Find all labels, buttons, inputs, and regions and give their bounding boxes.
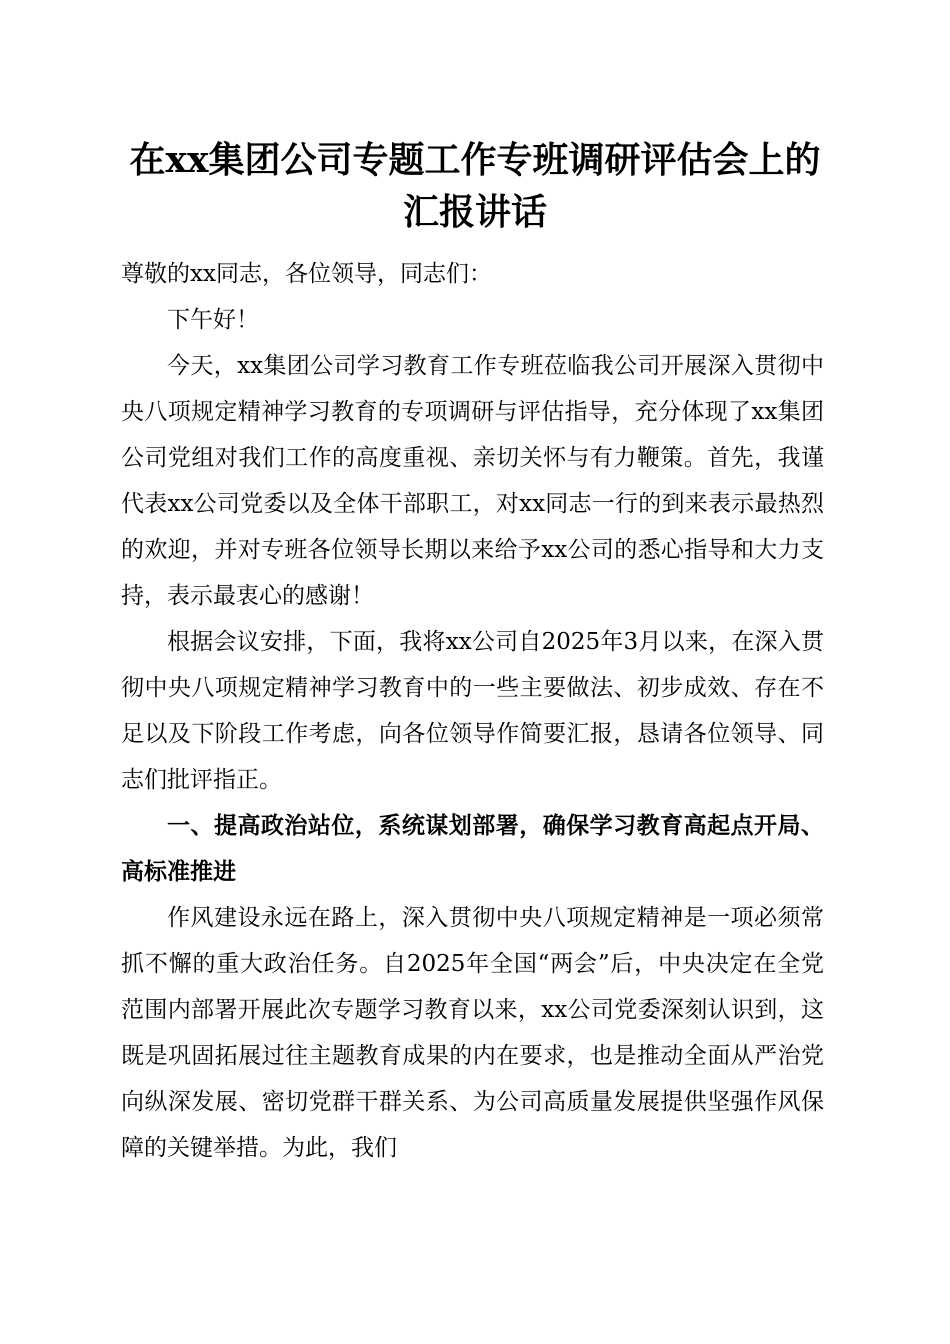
document-title: [100, 134, 850, 238]
title-line-1: 在xx集团公司专题工作专班调研评估会上的: [129, 139, 821, 181]
title-line-2: 汇报讲话: [402, 191, 547, 233]
greeting: 下午好！: [167, 307, 259, 333]
paragraph-agenda: 根据会议安排，下面，我将xx公司自2025年3月以来，在深入贯彻中央八项规定精神学习教育中的一些主要做法、初步成效、存在不足以及下阶段工作考虑，向各位领导作简要汇报，恳请各位领导、同志们批评指正。: [121, 629, 824, 793]
paragraph-welcome: 今天，xx集团公司学习教育工作专班莅临我公司开展深入贯彻中央八项规定精神学习教育的专项调研与评估指导，充分体现了xx集团公司党组对我们工作的高度重视、亲切关怀与有力鞭策。首先，我谨代表xx公司党委以及全体干部职工，对xx同志一行的到来表示最热烈的欢迎，并对专班各位领导长期以来给予xx公司的悉心指导和大力支持，表示最衷心的感谢！: [121, 353, 824, 609]
paragraph-section-1: 作风建设永远在路上，深入贯彻中央八项规定精神是一项必须常抓不懈的重大政治任务。自2025年全国“两会”后，中央决定在全党范围内部署开展此次专题学习教育以来，xx公司党委深刻认识到，这既是巩固拓展过往主题教育成果的内在要求，也是推动全面从严治党向纵深发展、密切党群干群关系、为公司高质量发展提供坚强作风保障的关键举措。为此，我们: [121, 905, 824, 1161]
section-heading-1: 一、提高政治站位，系统谋划部署，确保学习教育高起点开局、高标准推进: [121, 813, 824, 885]
salutation: 尊敬的xx同志，各位领导，同志们：: [121, 261, 492, 287]
document-body: [121, 251, 824, 1171]
